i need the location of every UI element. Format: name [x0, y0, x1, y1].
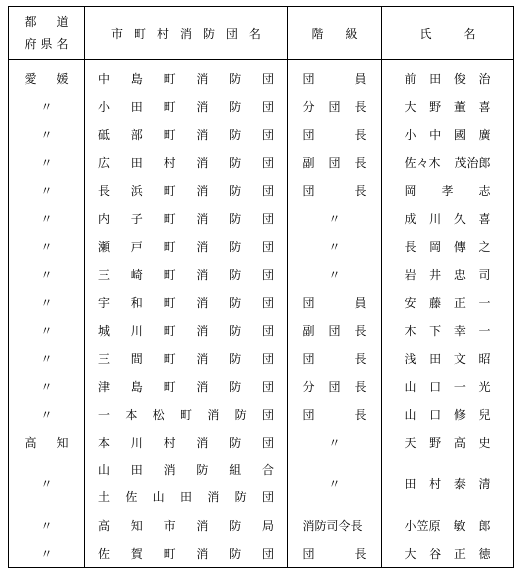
person-name: 小笠原 敏 郎	[404, 518, 491, 533]
table-row	[9, 60, 514, 93]
name-cell	[382, 428, 514, 456]
person-name: 大 谷 正 徳	[404, 546, 491, 561]
rank-cell	[288, 344, 382, 372]
prefecture-cell	[9, 260, 85, 288]
ditto-mark: 〃	[328, 477, 341, 491]
organization-cell	[85, 400, 288, 428]
prefecture-name: 高 知	[24, 435, 69, 450]
person-name: 天 野 高 史	[404, 435, 491, 450]
organization-name: 内 子 町 消 防 団	[98, 211, 274, 226]
rank-label: 副 団 長	[302, 155, 367, 170]
name-cell	[382, 511, 514, 539]
ditto-mark: 〃	[40, 127, 53, 142]
ditto-mark: 〃	[40, 407, 53, 422]
name-cell	[382, 344, 514, 372]
person-name: 成 川 久 喜	[404, 211, 491, 226]
person-name: 山 口 修 兒	[404, 407, 491, 422]
rank-cell	[288, 539, 382, 568]
ditto-mark: 〃	[40, 379, 53, 394]
table-row	[9, 232, 514, 260]
prefecture-cell	[9, 400, 85, 428]
ditto-mark: 〃	[328, 267, 341, 282]
table-row	[9, 260, 514, 288]
header-rank: 階 級	[288, 7, 382, 60]
prefecture-cell	[9, 60, 85, 93]
person-name: 浅 田 文 昭	[404, 351, 491, 366]
organization-name: 一 本 松 町 消 防 団	[98, 407, 274, 422]
organization-cell	[85, 316, 288, 344]
rank-label: 団 長	[302, 351, 367, 366]
organization-name: 三 間 町 消 防 団	[98, 351, 274, 366]
organization-name: 瀬 戸 町 消 防 団	[98, 239, 274, 254]
prefecture-cell	[9, 456, 85, 511]
table-row	[9, 288, 514, 316]
rank-label: 分 団 長	[302, 99, 367, 114]
ditto-mark: 〃	[40, 211, 53, 226]
header-pref-line1: 都 道	[24, 15, 69, 29]
prefecture-cell	[9, 148, 85, 176]
name-cell	[382, 204, 514, 232]
table-row	[9, 539, 514, 568]
rank-cell	[288, 260, 382, 288]
organization-name: 高 知 市 消 防 局	[98, 518, 274, 533]
rank-label: 分 団 長	[302, 379, 367, 394]
name-cell	[382, 176, 514, 204]
table-row	[9, 92, 514, 120]
name-cell	[382, 400, 514, 428]
header-name: 氏 名	[382, 7, 514, 60]
name-cell	[382, 316, 514, 344]
prefecture-cell	[9, 232, 85, 260]
organization-cell	[85, 176, 288, 204]
table-row	[9, 344, 514, 372]
organization-name: 城 川 町 消 防 団	[98, 323, 274, 338]
table-row	[9, 316, 514, 344]
ditto-mark: 〃	[40, 183, 53, 198]
header-row	[9, 7, 514, 60]
organization-name: 山 田 消 防 組 合	[98, 462, 274, 477]
person-name: 大 野 董 喜	[404, 99, 491, 114]
organization-cell	[85, 288, 288, 316]
rank-label: 団 長	[302, 546, 367, 561]
organization-name: 津 島 町 消 防 団	[98, 379, 274, 394]
table-row	[9, 400, 514, 428]
table-row	[9, 120, 514, 148]
rank-cell	[288, 232, 382, 260]
rank-label: 団 長	[302, 183, 367, 198]
rank-cell	[288, 316, 382, 344]
prefecture-cell	[9, 92, 85, 120]
organization-cell	[85, 344, 288, 372]
organization-name: 小 田 町 消 防 団	[98, 99, 274, 114]
person-name: 岩 井 忠 司	[404, 267, 491, 282]
ditto-mark: 〃	[40, 323, 53, 338]
table-row	[9, 511, 514, 539]
name-cell	[382, 148, 514, 176]
rank-cell	[288, 60, 382, 93]
person-name: 木 下 幸 一	[404, 323, 491, 338]
organization-cell	[85, 92, 288, 120]
ditto-mark: 〃	[40, 99, 53, 114]
organization-name: 本 川 村 消 防 団	[98, 435, 274, 450]
table-row	[9, 204, 514, 232]
rank-cell	[288, 372, 382, 400]
person-name: 佐々木 茂治郎	[404, 155, 491, 170]
prefecture-cell	[9, 120, 85, 148]
prefecture-cell	[9, 316, 85, 344]
prefecture-cell	[9, 428, 85, 456]
rank-label: 団 員	[302, 71, 367, 86]
name-cell	[382, 288, 514, 316]
table-row	[9, 456, 514, 511]
ditto-mark: 〃	[40, 267, 53, 282]
name-cell	[382, 120, 514, 148]
organization-cell	[85, 120, 288, 148]
table-row	[9, 428, 514, 456]
ditto-mark: 〃	[40, 239, 53, 254]
organization-cell	[85, 539, 288, 568]
name-cell	[382, 456, 514, 511]
organization-cell	[85, 372, 288, 400]
ditto-mark: 〃	[40, 155, 53, 170]
personnel-table	[8, 6, 514, 568]
prefecture-cell	[9, 511, 85, 539]
ditto-mark: 〃	[40, 518, 53, 533]
name-cell	[382, 539, 514, 568]
rank-cell	[288, 92, 382, 120]
name-cell	[382, 260, 514, 288]
rank-cell	[288, 511, 382, 539]
ditto-mark: 〃	[40, 477, 53, 491]
rank-label: 消防司令長	[302, 518, 363, 533]
person-name: 山 口 一 光	[404, 379, 491, 394]
prefecture-cell	[9, 204, 85, 232]
rank-cell	[288, 176, 382, 204]
rank-cell	[288, 400, 382, 428]
ditto-mark: 〃	[40, 546, 53, 561]
name-cell	[382, 232, 514, 260]
organization-cell	[85, 511, 288, 539]
prefecture-cell	[9, 176, 85, 204]
organization-cell	[85, 428, 288, 456]
rank-cell	[288, 120, 382, 148]
organization-name: 長 浜 町 消 防 団	[98, 183, 274, 198]
person-name: 岡 孝 志	[404, 183, 491, 198]
ditto-mark: 〃	[40, 295, 53, 310]
prefecture-cell	[9, 372, 85, 400]
rank-cell	[288, 288, 382, 316]
table-row	[9, 176, 514, 204]
prefecture-cell	[9, 539, 85, 568]
rank-label: 団 員	[302, 295, 367, 310]
organization-name: 佐 賀 町 消 防 団	[98, 546, 274, 561]
name-cell	[382, 60, 514, 93]
rank-label: 団 長	[302, 407, 367, 422]
organization-cell	[85, 232, 288, 260]
name-cell	[382, 92, 514, 120]
organization-cell	[85, 204, 288, 232]
organization-name: 中 島 町 消 防 団	[98, 71, 274, 86]
name-cell	[382, 372, 514, 400]
prefecture-cell	[9, 344, 85, 372]
person-name: 小 中 國 廣	[404, 127, 491, 142]
organization-name: 宇 和 町 消 防 団	[98, 295, 274, 310]
rank-cell	[288, 428, 382, 456]
organization-cell	[85, 60, 288, 93]
person-name: 長 岡 傳 之	[404, 239, 491, 254]
table-row	[9, 148, 514, 176]
table-row	[9, 372, 514, 400]
person-name: 安 藤 正 一	[404, 295, 491, 310]
ditto-mark: 〃	[328, 239, 341, 254]
organization-cell	[85, 456, 288, 511]
organization-cell	[85, 148, 288, 176]
organization-cell	[85, 260, 288, 288]
ditto-mark: 〃	[40, 351, 53, 366]
organization-name: 砥 部 町 消 防 団	[98, 127, 274, 142]
rank-cell	[288, 456, 382, 511]
prefecture-cell	[9, 288, 85, 316]
prefecture-name: 愛 媛	[24, 71, 69, 86]
header-prefecture	[9, 7, 85, 60]
person-name: 前 田 俊 治	[404, 71, 491, 86]
rank-label: 団 長	[302, 127, 367, 142]
header-organization: 市 町 村 消 防 団 名	[85, 7, 288, 60]
rank-cell	[288, 204, 382, 232]
ditto-mark: 〃	[328, 211, 341, 226]
organization-name: 土 佐 山 田 消 防 団	[98, 489, 274, 504]
organization-name: 三 崎 町 消 防 団	[98, 267, 274, 282]
rank-cell	[288, 148, 382, 176]
organization-name: 広 田 村 消 防 団	[98, 155, 274, 170]
header-pref-line2: 府 県 名	[24, 37, 69, 51]
rank-label: 副 団 長	[302, 323, 367, 338]
person-name: 田 村 泰 清	[404, 477, 491, 491]
ditto-mark: 〃	[328, 435, 341, 450]
